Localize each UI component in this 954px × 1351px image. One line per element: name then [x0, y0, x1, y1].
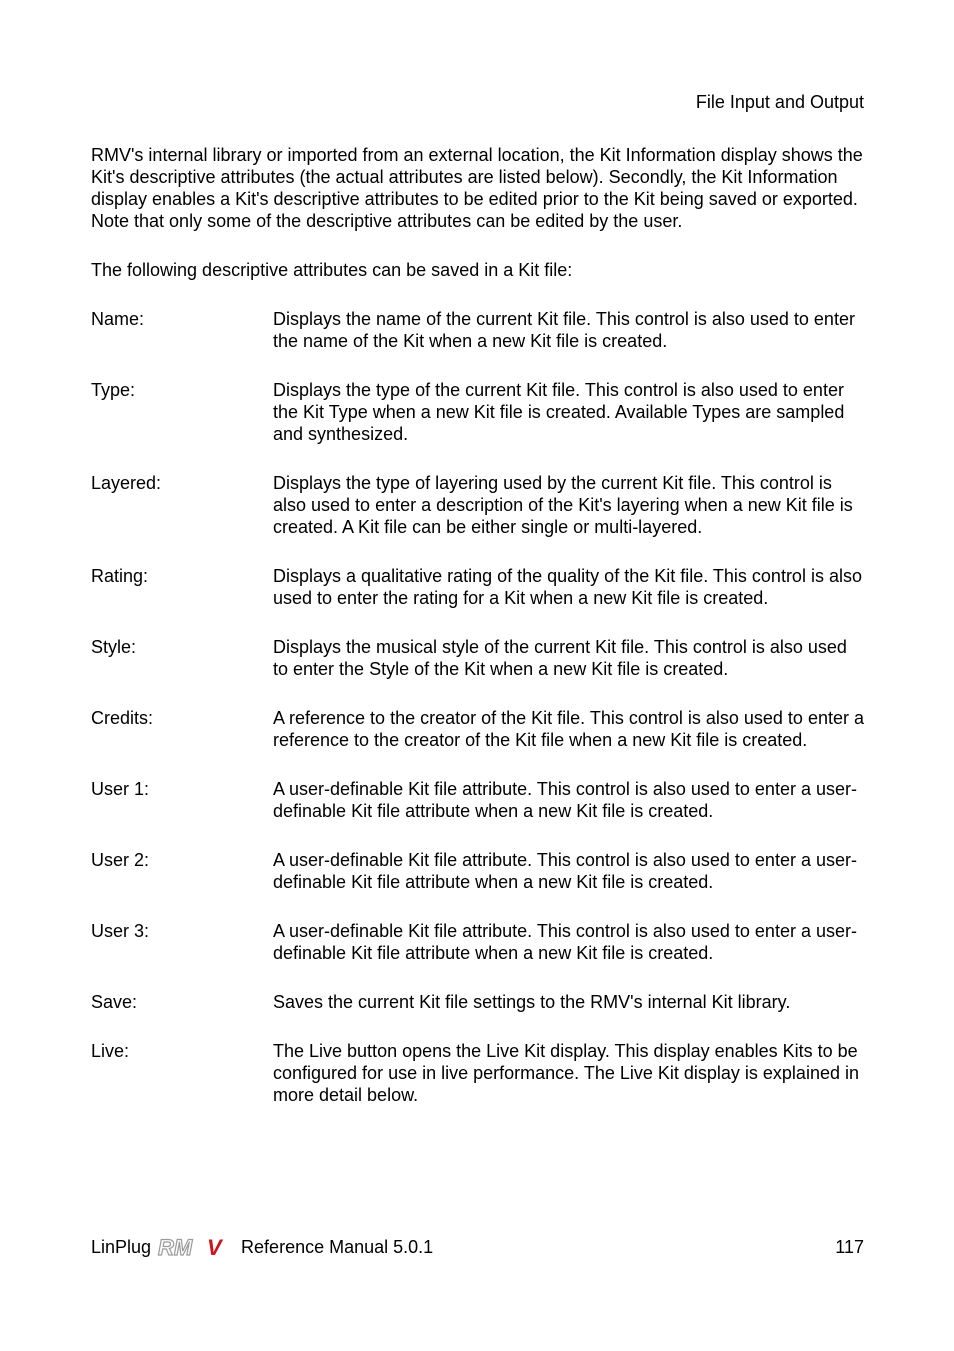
- attribute-desc: A reference to the creator of the Kit file. This control is also used to enter a reference to the creator of the Kit file when a new Kit file is created.: [273, 708, 864, 750]
- attribute-term: Rating:: [91, 566, 149, 586]
- attribute-row-save: [91, 991, 866, 1013]
- attribute-desc: Displays the musical style of the current Kit file. This control is also used to enter the Style of the Kit when a new Kit file is created.: [273, 637, 847, 679]
- attribute-list: [91, 308, 866, 1106]
- attribute-term: Save:: [91, 992, 138, 1012]
- attribute-desc: A user-definable Kit file attribute. This control is also used to enter a user-definable Kit file attribute when a new Kit file is created.: [273, 850, 857, 892]
- attribute-term: Name:: [91, 309, 145, 329]
- attribute-row-name: [91, 308, 866, 352]
- intro-paragraph: RMV's internal library or imported from an external location, the Kit Information display shows the Kit's descriptive attributes (the actual attributes are listed below). Secondly, the Kit Information display enables a Kit's descriptive attributes to be edited prior to the Kit being saved or exported. Note that only some of the descriptive attributes can be edited by the user.: [91, 145, 863, 231]
- brand-name: LinPlug: [91, 1237, 152, 1257]
- attribute-row-rating: [91, 565, 866, 609]
- rmv-logo-icon: [157, 1236, 235, 1258]
- attribute-row-layered: [91, 472, 866, 538]
- attribute-row-user2: [91, 849, 866, 893]
- attribute-term: User 3:: [91, 921, 150, 941]
- attribute-row-type: [91, 379, 866, 445]
- section-title: File Input and Output: [695, 92, 864, 112]
- attribute-desc: Displays the name of the current Kit file. This control is also used to enter the name of the Kit when a new Kit file is created.: [273, 309, 855, 351]
- attribute-row-credits: [91, 707, 866, 751]
- svg-text:RM: RM: [158, 1236, 193, 1258]
- attributes-lead: The following descriptive attributes can be saved in a Kit file:: [91, 260, 573, 280]
- page-footer: [91, 1236, 864, 1258]
- attribute-desc: A user-definable Kit file attribute. This control is also used to enter a user-definable Kit file attribute when a new Kit file is created.: [273, 779, 857, 821]
- footer-brand-line: [91, 1236, 433, 1258]
- attribute-term: Type:: [91, 380, 136, 400]
- page-content: [91, 144, 866, 1133]
- attribute-row-style: [91, 636, 866, 680]
- attribute-row-user1: [91, 778, 866, 822]
- attribute-term: Credits:: [91, 708, 154, 728]
- attribute-desc: Saves the current Kit file settings to the RMV's internal Kit library.: [273, 992, 791, 1012]
- attribute-row-user3: [91, 920, 866, 964]
- attribute-term: User 2:: [91, 850, 150, 870]
- attribute-desc: The Live button opens the Live Kit display. This display enables Kits to be configured for use in live performance. The Live Kit display is explained in more detail below.: [273, 1041, 859, 1105]
- attribute-desc: A user-definable Kit file attribute. This control is also used to enter a user-definable Kit file attribute when a new Kit file is created.: [273, 921, 857, 963]
- attribute-term: Live:: [91, 1041, 130, 1061]
- attribute-term: Layered:: [91, 473, 162, 493]
- page-header: [696, 91, 864, 113]
- attribute-term: User 1:: [91, 779, 150, 799]
- attribute-desc: Displays a qualitative rating of the quality of the Kit file. This control is also used to enter the rating for a Kit when a new Kit file is created.: [273, 566, 862, 608]
- attribute-desc: Displays the type of layering used by the current Kit file. This control is also used to enter a description of the Kit's layering when a new Kit file is created. A Kit file can be either single or multi-layered.: [273, 473, 853, 537]
- svg-text:V: V: [207, 1236, 222, 1258]
- attribute-term: Style:: [91, 637, 137, 657]
- page-number: 117: [835, 1237, 864, 1257]
- manual-title: Reference Manual 5.0.1: [241, 1237, 434, 1257]
- attribute-desc: Displays the type of the current Kit file. This control is also used to enter the Kit Type when a new Kit file is created. Available Types are sampled and synthesized.: [273, 380, 845, 444]
- attribute-row-live: [91, 1040, 866, 1106]
